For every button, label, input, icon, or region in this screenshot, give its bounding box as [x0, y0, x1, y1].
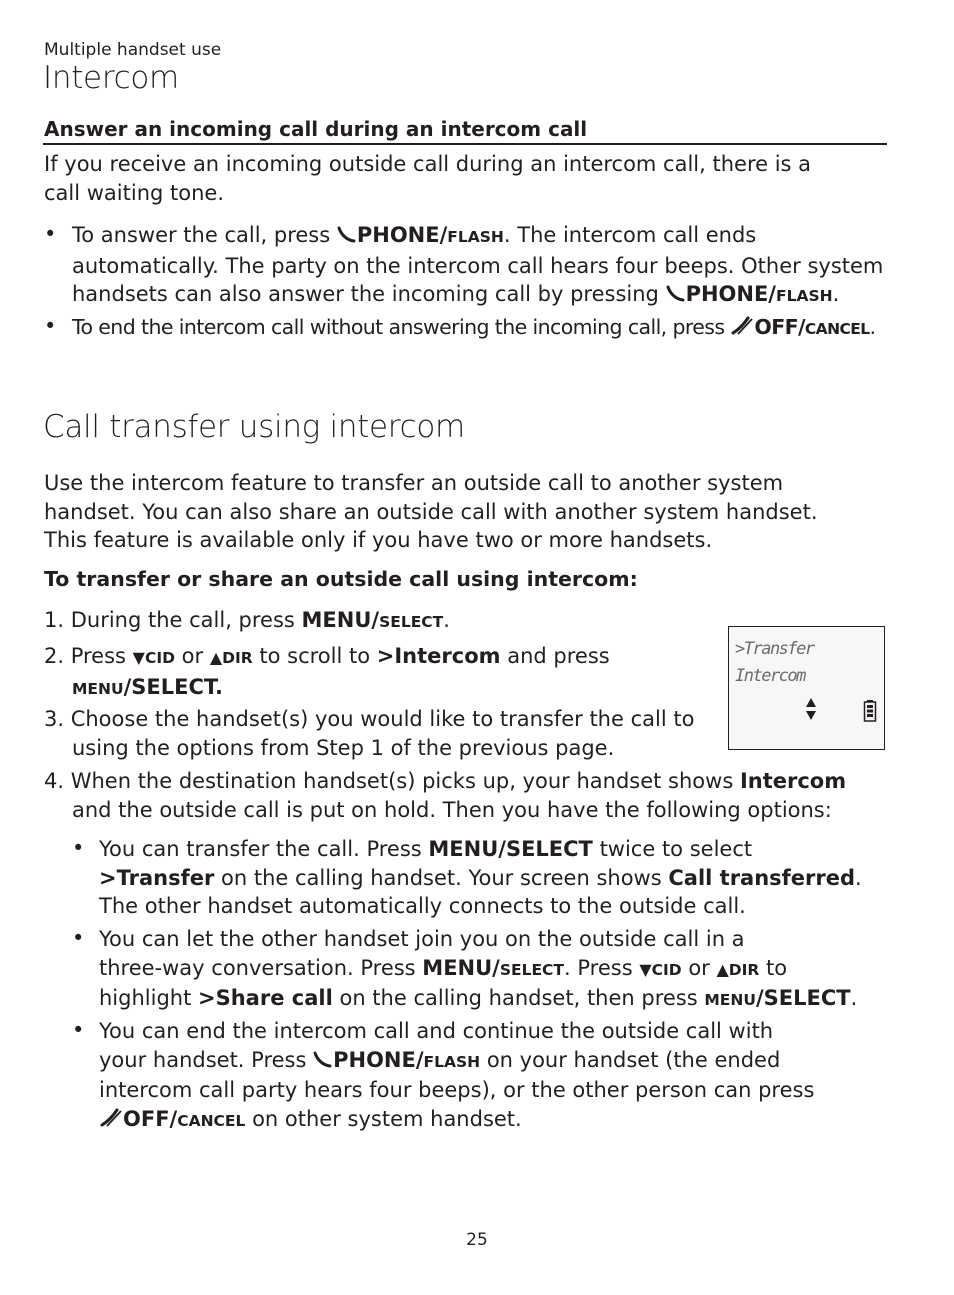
- handset-screen: [728, 626, 885, 750]
- text: on the calling handset. Your screen shows: [214, 865, 669, 890]
- text: .: [443, 608, 450, 632]
- text: .: [850, 986, 858, 1010]
- text: on your handset (the ended: [480, 1047, 781, 1072]
- phone-key-label: PHONE/: [333, 1047, 424, 1072]
- text: You can let the other handset join you on the outside call in a: [99, 927, 745, 951]
- text: To answer the call, press: [72, 223, 337, 247]
- text: your handset. Press: [99, 1047, 314, 1072]
- battery-icon: [863, 699, 877, 723]
- flash-key-label: FLASH: [423, 1052, 481, 1071]
- menu-key-label: MENU/: [301, 608, 380, 632]
- menu-key-label: MENU: [72, 679, 124, 698]
- cid-key-label: CID: [651, 960, 682, 979]
- page-title: Intercom: [43, 60, 179, 96]
- text: twice to select: [592, 837, 753, 861]
- phone-icon: [313, 1048, 333, 1077]
- scroll-arrows-icon: [805, 697, 817, 721]
- text: and the outside call is put on hold. Then you have the following options:: [72, 797, 832, 822]
- text: automatically. The party on the intercom call hears four beeps. Other system: [72, 253, 884, 278]
- dir-key-label: DIR: [728, 960, 760, 979]
- text: three-way conversation. Press: [99, 955, 423, 980]
- transfer-option: >Transfer: [99, 865, 215, 890]
- answer-bullet-1: [72, 221, 883, 311]
- step-1: [44, 606, 450, 637]
- text: Use the intercom feature to transfer an outside call to another system: [44, 471, 784, 495]
- heading-rule: [43, 143, 887, 145]
- text: To end the intercom call without answering the incoming call, press: [72, 315, 731, 339]
- step-2: [44, 642, 610, 703]
- down-arrow-icon: ▼: [132, 648, 145, 667]
- menu-select-label: MENU/SELECT: [428, 837, 593, 861]
- text: .: [869, 315, 876, 339]
- text: handsets can also answer the incoming call by pressing: [72, 282, 666, 306]
- page-number: 25: [466, 1230, 488, 1250]
- text: 1. During the call, press: [44, 608, 302, 632]
- step-4: [44, 767, 846, 824]
- flash-key-label: FLASH: [775, 287, 833, 305]
- text: .: [832, 282, 840, 306]
- dir-key-label: DIR: [222, 649, 253, 667]
- text: This feature is available only if you have two or more handsets.: [44, 528, 713, 552]
- text: 4. When the destination handset(s) picks up, your handset shows: [44, 769, 740, 793]
- section-title-call-transfer: Call transfer using intercom: [43, 409, 465, 445]
- select-key-label: /SELECT.: [123, 674, 223, 699]
- transfer-lead: To transfer or share an outside call using intercom:: [44, 567, 638, 591]
- text: using the options from Step 1 of the previous page.: [72, 735, 615, 760]
- select-key-label: SELECT: [379, 613, 444, 631]
- text: .: [855, 865, 862, 890]
- off-phone-icon: [99, 1107, 123, 1136]
- text: and press: [500, 644, 610, 668]
- text: on other system handset.: [245, 1106, 522, 1131]
- option-share: [99, 925, 857, 1015]
- screen-line-1: >Transfer: [735, 639, 814, 659]
- intro-line-1: If you receive an incoming outside call during an intercom call, there is a: [44, 152, 812, 176]
- text: . Press: [564, 955, 640, 980]
- cancel-key-label: CANCEL: [804, 320, 870, 338]
- bullet-dot: •: [72, 836, 85, 860]
- text: 2. Press: [44, 644, 133, 668]
- bullet-dot: •: [72, 1018, 85, 1042]
- text: to: [759, 955, 788, 980]
- off-phone-icon: [730, 315, 754, 344]
- answer-intro: [44, 150, 811, 207]
- text: or: [174, 644, 210, 668]
- select-key-label: /SELECT: [755, 986, 851, 1010]
- bullet-dot: •: [44, 222, 57, 246]
- off-key-label: OFF/: [754, 315, 805, 339]
- transfer-intro: [44, 469, 818, 555]
- text: You can transfer the call. Press: [99, 837, 429, 861]
- bullet-dot: •: [44, 314, 57, 338]
- text: on the calling handset, then press: [332, 986, 705, 1010]
- phone-key-label: PHONE/: [685, 282, 776, 306]
- text: The other handset automatically connects to the outside call.: [99, 894, 746, 918]
- text: You can end the intercom call and continue the outside call with: [99, 1019, 774, 1043]
- menu-key-label: MENU: [704, 991, 756, 1009]
- up-arrow-icon: ▲: [209, 648, 223, 667]
- screen-line-2: Intercom: [735, 666, 805, 686]
- text: to scroll to: [252, 644, 377, 668]
- intercom-label: Intercom: [739, 769, 847, 793]
- menu-key-label: MENU/: [422, 955, 500, 980]
- text: . The intercom call ends: [503, 223, 757, 247]
- phone-icon: [666, 282, 686, 311]
- intercom-option: >Intercom: [376, 644, 501, 668]
- text: intercom call party hears four beeps), or the other person can press: [99, 1078, 815, 1102]
- sub-heading-answer: Answer an incoming call during an intercom call: [44, 117, 588, 141]
- off-key-label: OFF/: [123, 1106, 178, 1131]
- cancel-key-label: CANCEL: [177, 1111, 246, 1130]
- select-key-label: SELECT: [499, 960, 565, 979]
- intro-line-2: call waiting tone.: [44, 180, 225, 205]
- text: handset. You can also share an outside call with another system handset.: [44, 499, 818, 524]
- up-arrow-icon: ▲: [716, 959, 729, 979]
- share-call-option: >Share call: [198, 986, 333, 1010]
- phone-icon: [337, 223, 357, 252]
- bullet-dot: •: [72, 926, 85, 950]
- text: or: [681, 955, 717, 980]
- section-label: Multiple handset use: [44, 40, 222, 60]
- step-3: [44, 705, 694, 762]
- cid-key-label: CID: [144, 649, 175, 667]
- flash-key-label: FLASH: [447, 228, 504, 246]
- text: 3. Choose the handset(s) you would like to transfer the call to: [44, 707, 695, 731]
- phone-key-label: PHONE/: [356, 223, 448, 247]
- call-transferred-label: Call transferred: [668, 865, 856, 890]
- down-arrow-icon: ▼: [639, 959, 652, 979]
- answer-bullet-2: [72, 313, 875, 344]
- text: highlight: [99, 986, 199, 1010]
- option-transfer: [99, 835, 862, 921]
- option-end-intercom: [99, 1017, 814, 1135]
